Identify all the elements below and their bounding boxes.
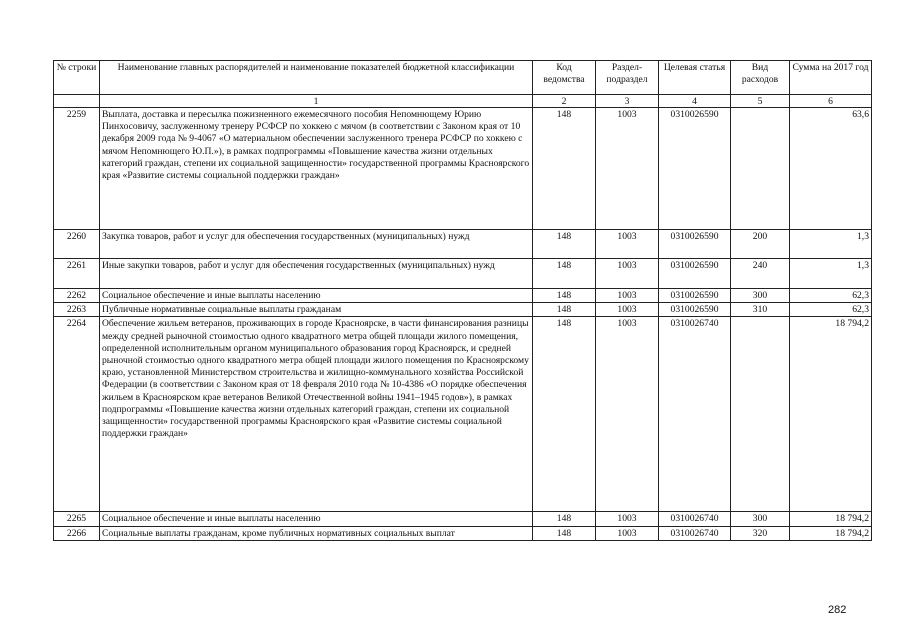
row-section: 1003 (596, 259, 659, 289)
row-number: 2264 (54, 317, 100, 512)
row-target: 0310026590 (659, 303, 731, 317)
row-section: 1003 (596, 526, 659, 540)
table-row (54, 259, 872, 289)
row-sum: 1,3 (790, 230, 872, 259)
row-section: 1003 (596, 317, 659, 512)
row-number: 2260 (54, 230, 100, 259)
row-dept-code: 148 (533, 259, 596, 289)
header-row (54, 61, 872, 95)
header-dept-code: Код ведомства (533, 61, 596, 95)
row-sum: 63,6 (790, 108, 872, 230)
row-name: Выплата, доставка и пересылка пожизненного ежемесячного пособия Непомнющему Юрию Пинхосовичу, заслуженному тренеру РСФСР по хоккею с мячом (в соответствии с Законом края от 10 декабря 2009 года № 9-4067 «О материальном обеспечении заслуженного тренера РСФСР по хоккею с мячом Непомнющего Ю.П.»), в рамках подпрограммы «Повышение качества жизни отдельных категорий граждан, степени их социальной защищенности» государственной программы Красноярского края «Развитие системы социальной поддержки граждан» (100, 108, 533, 230)
row-name: Обеспечение жильем ветеранов, проживающих в городе Красноярске, в части финансирования разницы между средней рыночной стоимостью одного квадратного метра общей площади жилого помещения, определенной исполнительным органом муниципального образования город Красноярск, и средней рыночной стоимостью одного квадратного метра общей площади жилого помещения по Красноярскому краю, установленной Министерством строительства и жилищно-коммунального хозяйства Российской Федерации (в соответствии с Законом края от 18 февраля 2010 года № 10-4386 «О порядке обеспечения жильем в Красноярском крае ветеранов Великой Отечественной войны 1941–1945 годов»), в рамках подпрограммы «Повышение качества жизни отдельных категорий граждан, степени их социальной защищенности» государственной программы Красноярского края «Развитие системы социальной поддержки граждан» (100, 317, 533, 512)
column-number-row (54, 95, 872, 108)
table-row (54, 526, 872, 540)
row-dept-code: 148 (533, 317, 596, 512)
header-row-no: № строки (54, 61, 100, 95)
table-row (54, 317, 872, 512)
row-section: 1003 (596, 108, 659, 230)
row-name: Социальное обеспечение и иные выплаты населению (100, 289, 533, 303)
header-expense-type: Вид расходов (731, 61, 790, 95)
row-expense-type (731, 108, 790, 230)
row-sum: 18 794,2 (790, 512, 872, 526)
row-name: Социальные выплаты гражданам, кроме публичных нормативных социальных выплат (100, 526, 533, 540)
column-number: 3 (596, 95, 659, 108)
table-row (54, 512, 872, 526)
row-dept-code: 148 (533, 303, 596, 317)
header-target: Целевая статья (659, 61, 731, 95)
row-sum: 1,3 (790, 259, 872, 289)
row-section: 1003 (596, 289, 659, 303)
column-number (54, 95, 100, 108)
column-number: 1 (100, 95, 533, 108)
row-expense-type: 200 (731, 230, 790, 259)
row-number: 2259 (54, 108, 100, 230)
row-expense-type: 300 (731, 512, 790, 526)
row-number: 2261 (54, 259, 100, 289)
row-section: 1003 (596, 303, 659, 317)
row-expense-type: 310 (731, 303, 790, 317)
row-target: 0310026740 (659, 526, 731, 540)
row-target: 0310026590 (659, 108, 731, 230)
table-row (54, 289, 872, 303)
row-target: 0310026590 (659, 230, 731, 259)
row-name: Закупка товаров, работ и услуг для обеспечения государственных (муниципальных) нужд (100, 230, 533, 259)
column-number: 2 (533, 95, 596, 108)
row-target: 0310026590 (659, 289, 731, 303)
table-row (54, 303, 872, 317)
row-expense-type (731, 317, 790, 512)
row-name: Иные закупки товаров, работ и услуг для обеспечения государственных (муниципальных) нужд (100, 259, 533, 289)
row-expense-type: 320 (731, 526, 790, 540)
row-target: 0310026590 (659, 259, 731, 289)
row-expense-type: 300 (731, 289, 790, 303)
row-section: 1003 (596, 230, 659, 259)
row-sum: 62,3 (790, 289, 872, 303)
column-number: 6 (790, 95, 872, 108)
row-target: 0310026740 (659, 317, 731, 512)
row-number: 2266 (54, 526, 100, 540)
row-dept-code: 148 (533, 526, 596, 540)
row-dept-code: 148 (533, 289, 596, 303)
column-number: 5 (731, 95, 790, 108)
row-sum: 18 794,2 (790, 317, 872, 512)
budget-table (53, 60, 872, 541)
row-target: 0310026740 (659, 512, 731, 526)
row-number: 2263 (54, 303, 100, 317)
row-number: 2262 (54, 289, 100, 303)
row-number: 2265 (54, 512, 100, 526)
row-dept-code: 148 (533, 230, 596, 259)
row-sum: 18 794,2 (790, 526, 872, 540)
header-section: Раздел-подраздел (596, 61, 659, 95)
row-sum: 62,3 (790, 303, 872, 317)
row-expense-type: 240 (731, 259, 790, 289)
row-name: Публичные нормативные социальные выплаты гражданам (100, 303, 533, 317)
row-section: 1003 (596, 512, 659, 526)
page-number: 282 (828, 604, 847, 616)
row-dept-code: 148 (533, 512, 596, 526)
row-dept-code: 148 (533, 108, 596, 230)
table-row (54, 108, 872, 230)
table-row (54, 230, 872, 259)
header-sum: Сумма на 2017 год (790, 61, 872, 95)
row-name: Социальное обеспечение и иные выплаты населению (100, 512, 533, 526)
column-number: 4 (659, 95, 731, 108)
header-name: Наименование главных распорядителей и наименование показателей бюджетной классификации (100, 61, 533, 95)
